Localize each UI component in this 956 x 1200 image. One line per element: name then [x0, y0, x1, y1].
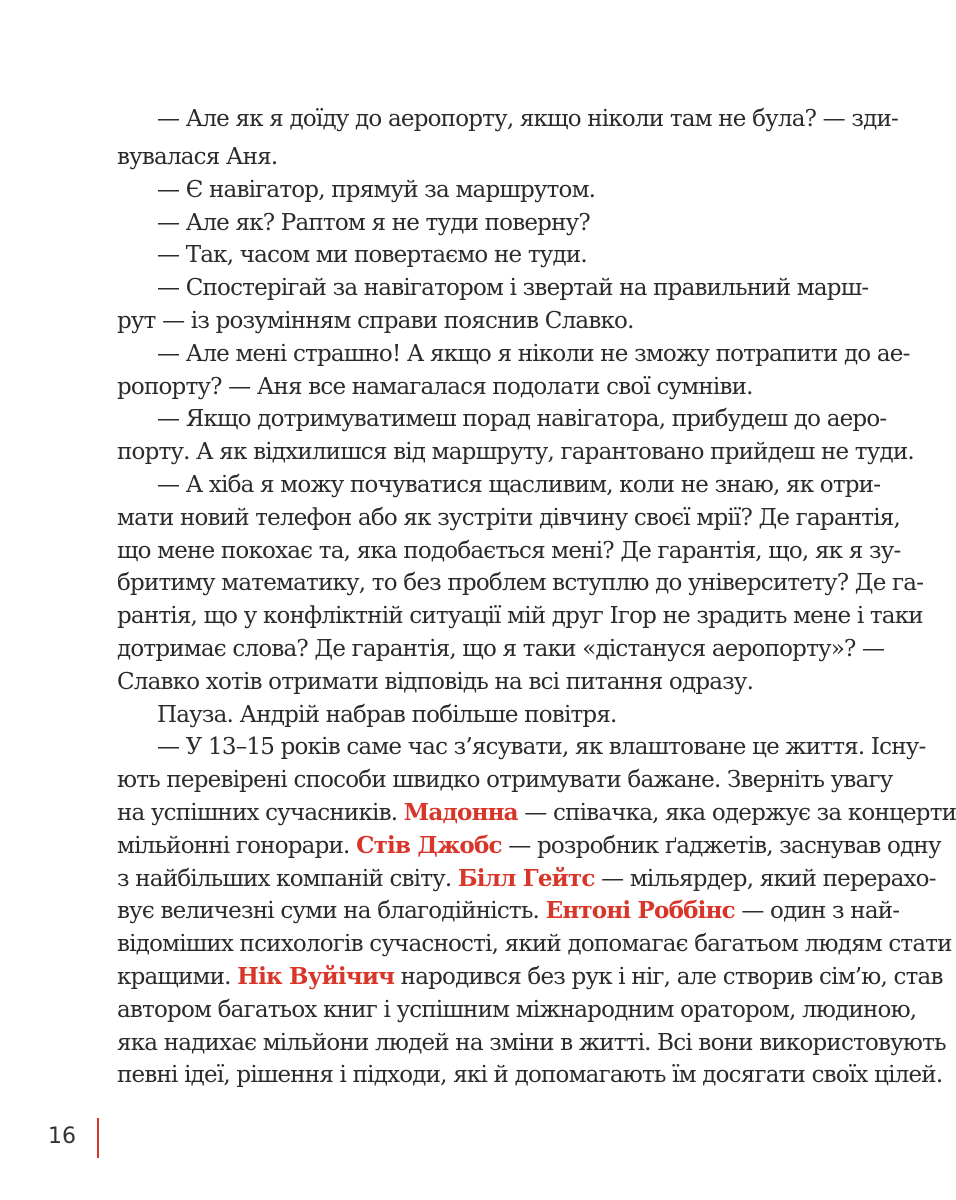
highlighted-name: Ентоні Роббінс: [545, 897, 735, 924]
highlighted-name: Білл Гейтс: [457, 865, 595, 892]
text-segment: з найбільших компаній світу.: [117, 866, 452, 892]
text-line: бритиму математику, то без проблем вступлю до університету? Де га-: [117, 570, 924, 596]
text-line: [117, 961, 943, 993]
text-line: — Але як я доїду до аеропорту, якщо ніколи там не була? — зди-: [157, 106, 898, 132]
text-line: ють перевірені способи швидко отримувати бажане. Зверніть увагу: [117, 767, 893, 793]
text-line: — Так, часом ми повертаємо не туди.: [157, 242, 587, 268]
text-line: [117, 797, 956, 829]
text-line: [117, 895, 900, 927]
text-line: — Якщо дотримуватимеш порад навігатора, прибудеш до аеро-: [157, 406, 887, 432]
text-line: — У 13–15 років саме час з’ясувати, як влаштоване це життя. Існу-: [157, 734, 926, 760]
page-number: 16: [48, 1124, 76, 1149]
text-line: [117, 830, 941, 862]
text-line: — Але мені страшно! А якщо я ніколи не зможу потрапити до ае-: [157, 341, 910, 367]
text-line: ропорту? — Аня все намагалася подолати свої сумніви.: [117, 374, 753, 400]
text-line: — Спостерігай за навігатором і звертай на правильний марш-: [157, 275, 869, 301]
text-segment: — мільярдер, який перерахо-: [594, 866, 936, 892]
text-segment: на успішних сучасників.: [117, 800, 398, 826]
text-line: рут — із розумінням справи пояснив Славко.: [117, 308, 634, 334]
text-line: відоміших психологів сучасності, який допомагає багатьом людям стати: [117, 931, 952, 957]
text-line: Славко хотів отримати відповідь на всі питання одразу.: [117, 669, 754, 695]
text-line: мати новий телефон або як зустріти дівчину своєї мрії? Де гарантія,: [117, 505, 900, 531]
text-line: — Є навігатор, прямуй за маршрутом.: [157, 177, 596, 203]
text-line: — А хіба я можу почуватися щасливим, коли не знаю, як отри-: [157, 472, 881, 498]
text-line: Пауза. Андрій набрав побільше повітря.: [157, 702, 617, 728]
text-line: — Але як? Раптом я не туди поверну?: [157, 210, 590, 236]
text-line: порту. А як відхилишся від маршруту, гарантовано прийдеш не туди.: [117, 439, 914, 465]
page-number-divider: [97, 1118, 99, 1158]
text-line: що мене покохає та, яка подобається мені? Де гарантія, що, як я зу-: [117, 538, 901, 564]
highlighted-name: Стів Джобс: [356, 832, 502, 859]
text-line: [117, 863, 936, 895]
text-segment: — один з най-: [734, 898, 900, 924]
text-line: автором багатьох книг і успішним міжнародним оратором, людиною,: [117, 997, 917, 1023]
highlighted-name: Мадонна: [403, 799, 518, 826]
text-line: яка надихає мільйони людей на зміни в житті. Всі вони використовують: [117, 1030, 946, 1056]
text-line: рантія, що у конфліктній ситуації мій друг Ігор не зрадить мене і таки: [117, 603, 923, 629]
text-segment: мільйонні гонорари.: [117, 833, 350, 859]
text-segment: кращими.: [117, 964, 231, 990]
text-segment: — співачка, яка одержує за концерти: [517, 800, 956, 826]
text-line: дотримає слова? Де гарантія, що я таки «дістануся аеропорту»? —: [117, 636, 885, 662]
text-segment: народився без рук і ніг, але створив сім’ю, став: [394, 964, 943, 990]
text-line: певні ідеї, рішення і підходи, які й допомагають їм досягати своїх цілей.: [117, 1062, 943, 1088]
highlighted-name: Нік Вуйічич: [237, 963, 395, 990]
text-segment: — розробник ґаджетів, заснував одну: [501, 833, 941, 859]
text-line: вувалася Аня.: [117, 144, 278, 170]
text-segment: вує величезні суми на благодійність.: [117, 898, 540, 924]
